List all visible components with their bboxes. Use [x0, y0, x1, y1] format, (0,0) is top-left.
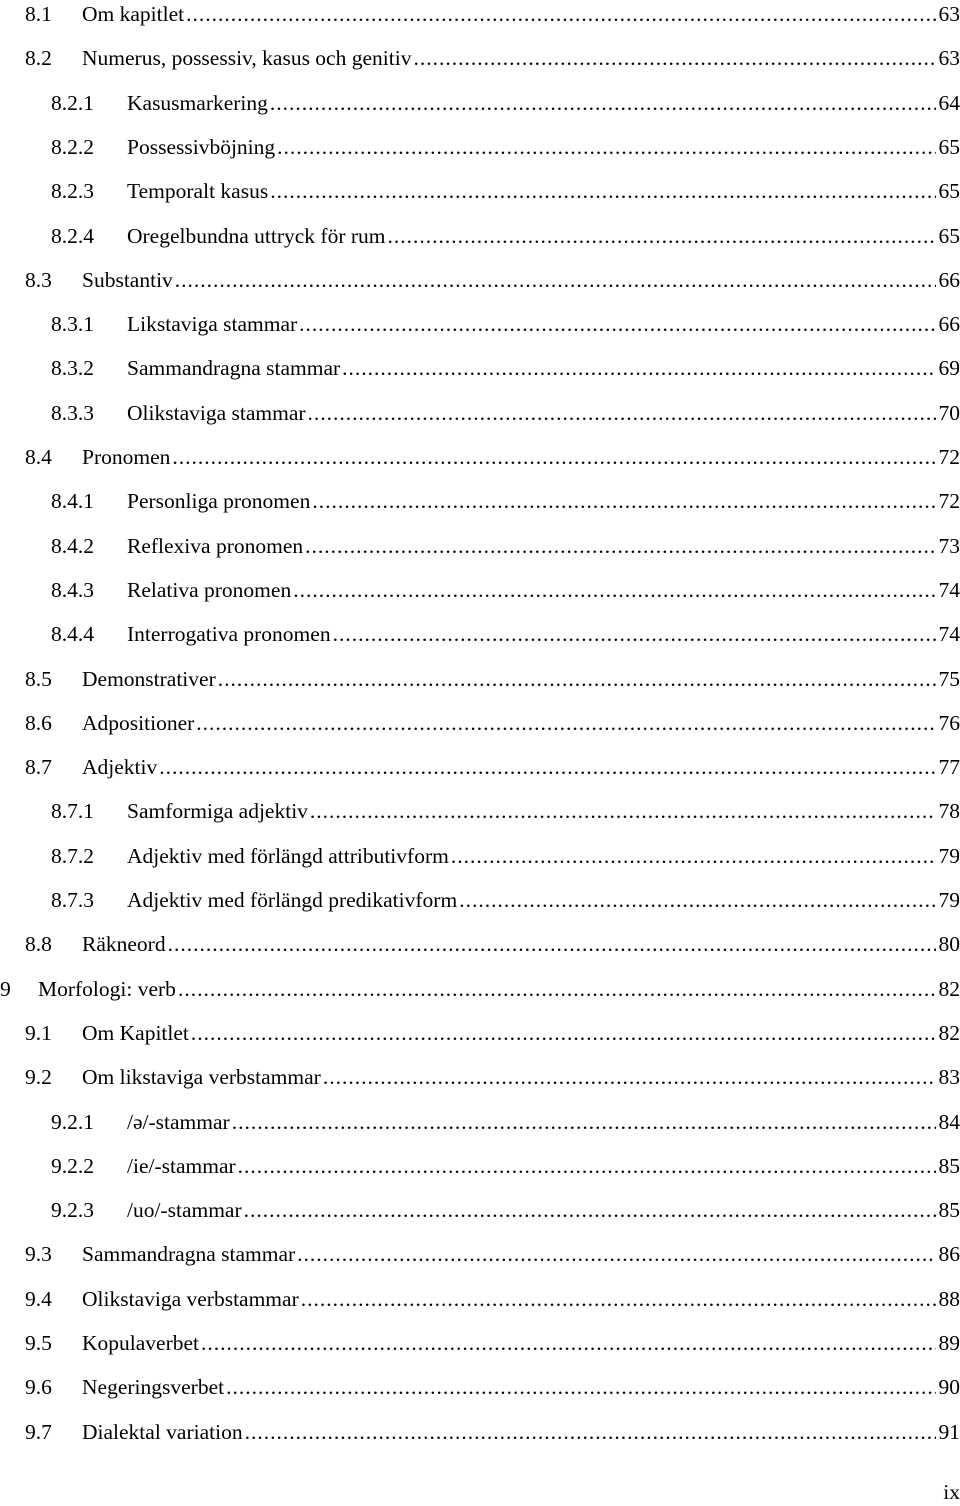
dot-leader — [196, 709, 935, 737]
toc-entry-number: 8.4.4 — [51, 620, 94, 648]
toc-entry-title[interactable]: Olikstaviga verbstammar — [82, 1285, 301, 1313]
toc-entry-number: 8.4.2 — [51, 532, 94, 560]
toc-entry-number: 8.4.1 — [51, 487, 94, 515]
toc-entry-page: 65 — [936, 177, 960, 205]
dot-leader — [201, 1329, 935, 1357]
dot-leader — [191, 1019, 936, 1047]
toc-entry-page: 64 — [936, 89, 960, 117]
dot-leader — [312, 487, 935, 515]
toc-entry-line — [82, 1285, 960, 1313]
toc-entry-line — [38, 975, 960, 1003]
toc-entry-line — [127, 487, 960, 515]
toc-entry-title[interactable]: Adpositioner — [82, 709, 196, 737]
dot-leader — [388, 222, 936, 250]
toc-entry[interactable] — [0, 842, 960, 886]
toc-entry-number: 8.1 — [25, 0, 52, 28]
toc-entry-line — [82, 443, 960, 471]
dot-leader — [172, 443, 935, 471]
dot-leader — [245, 1418, 936, 1446]
toc-entry-title[interactable]: Om kapitlet — [82, 0, 186, 28]
toc-entry-line — [82, 1373, 960, 1401]
toc-entry-number: 8.7.2 — [51, 842, 94, 870]
toc-entry-number: 9.2 — [25, 1063, 52, 1091]
toc-entry-title[interactable]: Oregelbundna uttryck för rum — [127, 222, 388, 250]
toc-entry-line — [127, 797, 960, 825]
toc-entry-line — [127, 222, 960, 250]
toc-entry-number: 8.2.4 — [51, 222, 94, 250]
toc-entry-number: 8.6 — [25, 709, 52, 737]
toc-entry-title[interactable]: Adjektiv med förlängd predikativform — [127, 886, 459, 914]
toc-entry-line — [127, 532, 960, 560]
toc-entry-number: 8.2.1 — [51, 89, 94, 117]
toc-entry-title[interactable]: Relativa pronomen — [127, 576, 293, 604]
toc-entry-number: 9.4 — [25, 1285, 52, 1313]
toc-entry-page: 66 — [936, 310, 960, 338]
toc-entry[interactable] — [0, 753, 960, 797]
toc-entry-number: 8.4 — [25, 443, 52, 471]
toc-entry-page: 86 — [936, 1240, 960, 1268]
dot-leader — [297, 1240, 935, 1268]
toc-entry[interactable] — [0, 1418, 960, 1462]
toc-entry-line — [127, 310, 960, 338]
toc-entry[interactable] — [0, 1329, 960, 1373]
dot-leader — [293, 576, 935, 604]
toc-entry[interactable] — [0, 1196, 960, 1240]
toc-entry-page: 74 — [936, 620, 960, 648]
toc-entry-number: 8.7 — [25, 753, 52, 781]
dot-leader — [178, 975, 936, 1003]
dot-leader — [244, 1196, 936, 1224]
toc-entry-title[interactable]: Dialektal variation — [82, 1418, 245, 1446]
toc-entry-number: 8.2 — [25, 44, 52, 72]
toc-entry-number: 8.3.1 — [51, 310, 94, 338]
toc-entry[interactable] — [0, 1019, 960, 1063]
dot-leader — [218, 665, 936, 693]
toc-entry[interactable] — [0, 975, 960, 1019]
dot-leader — [413, 44, 935, 72]
toc-entry-line — [82, 1329, 960, 1357]
toc-entry-page: 79 — [936, 886, 960, 914]
dot-leader — [333, 620, 936, 648]
toc-entry-line — [127, 886, 960, 914]
toc-entry-line — [127, 1152, 960, 1180]
toc-entry-title[interactable]: Likstaviga stammar — [127, 310, 299, 338]
toc-entry-line — [127, 1108, 960, 1136]
toc-entry[interactable] — [0, 532, 960, 576]
toc-entry-number: 9.6 — [25, 1373, 52, 1401]
toc-entry-page: 76 — [936, 709, 960, 737]
dot-leader — [310, 797, 936, 825]
toc-entry[interactable] — [0, 1108, 960, 1152]
toc-entry-title[interactable]: Pronomen — [82, 443, 172, 471]
toc-entry-number: 8.7.1 — [51, 797, 94, 825]
toc-entry-page: 74 — [936, 576, 960, 604]
toc-entry-page: 70 — [936, 399, 960, 427]
toc-entry-title[interactable]: Sammandragna stammar — [82, 1240, 297, 1268]
toc-entry-number: 8.2.2 — [51, 133, 94, 161]
toc-entry-line — [127, 620, 960, 648]
toc-entry-title[interactable]: Kasusmarkering — [127, 89, 270, 117]
toc-entry-page: 72 — [936, 487, 960, 515]
toc-entry-title[interactable]: Temporalt kasus — [127, 177, 270, 205]
toc-entry-page: 80 — [936, 930, 960, 958]
toc-entry[interactable] — [0, 620, 960, 664]
toc-entry-number: 8.4.3 — [51, 576, 94, 604]
toc-entry-line — [82, 1063, 960, 1091]
toc-entry-title[interactable]: Kopulaverbet — [82, 1329, 201, 1357]
toc-entry[interactable] — [0, 1240, 960, 1284]
toc-entry-title[interactable]: Numerus, possessiv, kasus och genitiv — [82, 44, 413, 72]
toc-entry[interactable] — [0, 310, 960, 354]
toc-entry-page: 84 — [936, 1108, 960, 1136]
toc-entry-title[interactable]: Adjektiv med förlängd attributivform — [127, 842, 451, 870]
toc-entry[interactable] — [0, 1373, 960, 1417]
toc-entry[interactable] — [0, 222, 960, 266]
dot-leader — [299, 310, 935, 338]
toc-entry-page: 75 — [936, 665, 960, 693]
toc-entry-number: 8.3 — [25, 266, 52, 294]
toc-entry-page: 85 — [936, 1196, 960, 1224]
toc-entry-line — [82, 1019, 960, 1047]
toc-entry[interactable] — [0, 576, 960, 620]
toc-entry-page: 65 — [936, 222, 960, 250]
toc-entry-line — [127, 89, 960, 117]
dot-leader — [232, 1108, 936, 1136]
toc-entry[interactable] — [0, 665, 960, 709]
toc-entry[interactable] — [0, 354, 960, 398]
toc-entry-line — [127, 177, 960, 205]
toc-entry[interactable] — [0, 133, 960, 177]
toc-entry-title[interactable]: Demonstrativer — [82, 665, 218, 693]
toc-entry-title[interactable]: Substantiv — [82, 266, 175, 294]
toc-entry[interactable] — [0, 266, 960, 310]
dot-leader — [270, 177, 935, 205]
toc-entry[interactable] — [0, 177, 960, 221]
toc-entry-number: 8.3.3 — [51, 399, 94, 427]
toc-entry[interactable] — [0, 487, 960, 531]
toc-entry-title[interactable]: /uo/-stammar — [127, 1196, 244, 1224]
dot-leader — [175, 266, 936, 294]
dot-leader — [301, 1285, 936, 1313]
toc-entry-line — [127, 1196, 960, 1224]
toc-entry[interactable] — [0, 44, 960, 88]
toc-entry-page: 66 — [936, 266, 960, 294]
toc-entry-page: 63 — [936, 44, 960, 72]
toc-entry-title[interactable]: Olikstaviga stammar — [127, 399, 308, 427]
toc-entry-title[interactable]: /ie/-stammar — [127, 1152, 238, 1180]
dot-leader — [168, 930, 936, 958]
toc-entry-title[interactable]: Samformiga adjektiv — [127, 797, 310, 825]
toc-entry-title[interactable]: Reflexiva pronomen — [127, 532, 305, 560]
toc-entry-title[interactable]: Räkneord — [82, 930, 168, 958]
toc-entry-title[interactable]: Sammandragna stammar — [127, 354, 342, 382]
toc-entry-title[interactable]: Negeringsverbet — [82, 1373, 226, 1401]
dot-leader — [186, 0, 935, 28]
dot-leader — [305, 532, 935, 560]
toc-entry-page: 85 — [936, 1152, 960, 1180]
toc-entry-page: 72 — [936, 443, 960, 471]
toc-entry-number: 9.2.1 — [51, 1108, 94, 1136]
toc-entry[interactable] — [0, 0, 960, 44]
toc-entry-line — [82, 44, 960, 72]
toc-entry[interactable] — [0, 89, 960, 133]
toc-entry-line — [82, 709, 960, 737]
toc-entry[interactable] — [0, 930, 960, 974]
toc-entry-page: 83 — [936, 1063, 960, 1091]
toc-entry-line — [127, 576, 960, 604]
toc-entry-page: 65 — [936, 133, 960, 161]
toc-entry-number: 9.2.2 — [51, 1152, 94, 1180]
toc-entry[interactable] — [0, 709, 960, 753]
page-number: ix — [943, 1478, 960, 1506]
toc-entry-page: 90 — [936, 1373, 960, 1401]
toc-entry-page: 82 — [936, 1019, 960, 1047]
toc-entry-number: 9 — [0, 975, 11, 1003]
toc-entry-title[interactable]: Personliga pronomen — [127, 487, 312, 515]
toc-entry-line — [127, 133, 960, 161]
toc-entry-title[interactable]: Adjektiv — [82, 753, 159, 781]
toc-entry[interactable] — [0, 797, 960, 841]
dot-leader — [451, 842, 936, 870]
toc-entry-page: 63 — [936, 0, 960, 28]
toc-entry-number: 8.7.3 — [51, 886, 94, 914]
toc-entry-line — [127, 399, 960, 427]
toc-entry[interactable] — [0, 886, 960, 930]
toc-entry-title[interactable]: Possessivböjning — [127, 133, 277, 161]
toc-entry[interactable] — [0, 1285, 960, 1329]
toc-entry-number: 8.2.3 — [51, 177, 94, 205]
toc-entry-number: 9.3 — [25, 1240, 52, 1268]
toc-entry-number: 9.5 — [25, 1329, 52, 1357]
dot-leader — [459, 886, 935, 914]
toc-entry-line — [82, 0, 960, 28]
toc-entry-title[interactable]: Interrogativa pronomen — [127, 620, 333, 648]
dot-leader — [323, 1063, 936, 1091]
toc-entry-title[interactable]: Om Kapitlet — [82, 1019, 191, 1047]
dot-leader — [308, 399, 936, 427]
toc-entry-line — [82, 930, 960, 958]
toc-entry-number: 9.7 — [25, 1418, 52, 1446]
toc-entry-number: 9.1 — [25, 1019, 52, 1047]
toc-entry-number: 9.2.3 — [51, 1196, 94, 1224]
toc-entry-number: 8.8 — [25, 930, 52, 958]
toc-entry-page: 79 — [936, 842, 960, 870]
toc-entry-page: 69 — [936, 354, 960, 382]
toc-entry[interactable] — [0, 399, 960, 443]
toc-entry[interactable] — [0, 1152, 960, 1196]
toc-entry-page: 89 — [936, 1329, 960, 1357]
toc-entry-page: 77 — [936, 753, 960, 781]
toc-entry-line — [127, 842, 960, 870]
dot-leader — [238, 1152, 936, 1180]
toc-entry-line — [127, 354, 960, 382]
toc-entry-page: 88 — [936, 1285, 960, 1313]
toc-entry-line — [82, 753, 960, 781]
dot-leader — [226, 1373, 935, 1401]
toc-entry-title[interactable]: Morfologi: verb — [38, 975, 178, 1003]
toc-entry-page: 91 — [936, 1418, 960, 1446]
toc-entry-title[interactable]: /ə/-stammar — [127, 1108, 232, 1136]
toc-entry[interactable] — [0, 1063, 960, 1107]
dot-leader — [159, 753, 935, 781]
toc-entry-number: 8.3.2 — [51, 354, 94, 382]
toc-entry-line — [82, 1240, 960, 1268]
toc-entry[interactable] — [0, 443, 960, 487]
toc-entry-line — [82, 1418, 960, 1446]
dot-leader — [277, 133, 935, 161]
toc-entry-title[interactable]: Om likstaviga verbstammar — [82, 1063, 323, 1091]
dot-leader — [342, 354, 935, 382]
toc-entry-page: 82 — [936, 975, 960, 1003]
toc-entry-number: 8.5 — [25, 665, 52, 693]
toc-entry-page: 73 — [936, 532, 960, 560]
toc-entry-line — [82, 266, 960, 294]
toc-entry-line — [82, 665, 960, 693]
dot-leader — [270, 89, 936, 117]
toc-entry-page: 78 — [936, 797, 960, 825]
